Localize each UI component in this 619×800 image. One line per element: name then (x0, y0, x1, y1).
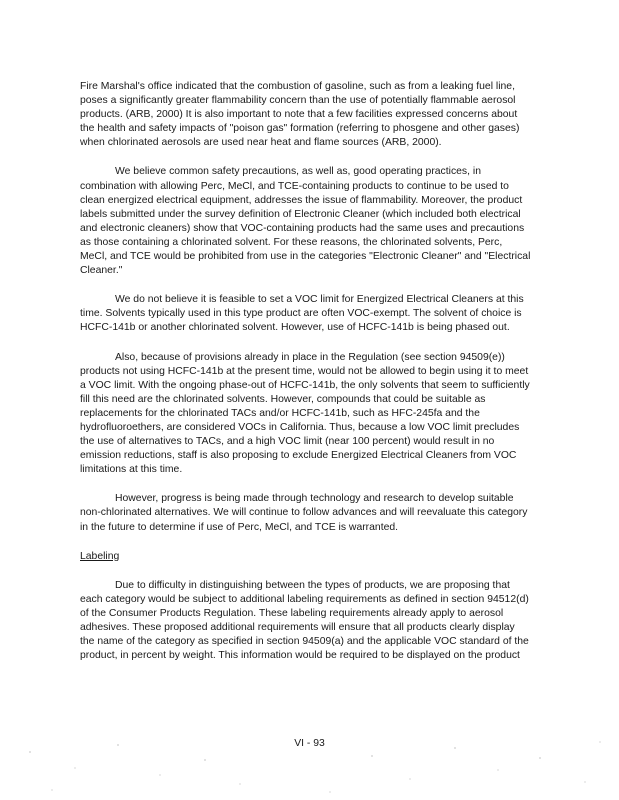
paragraph-regulation-provisions: Also, because of provisions already in place in the Regulation (see section 94509(e)) products not using HCFC-141b at the present time, would not be allowed to begin using it to meet a VOC limit. With the ongoing phase-out of HCFC-141b, the only solvents that seem to sufficiently fill this need are the chlorinated solvents. However, compounds that could be suitable as replacements for the chlorinated TACs and/or HCFC-141b, such as HFC-245fa and the hydrofluoroethers, are considered VOCs in California. Thus, because a low VOC limit precludes the use of alternatives to TACs, and a high VOC limit (near 100 percent) would result in no emission reductions, staff is also proposing to exclude Energized Electrical Cleaners from VOC limitations at this time. (80, 351, 530, 476)
page-number: VI - 93 (294, 738, 325, 749)
paragraph-fire-marshal: Fire Marshal's office indicated that the combustion of gasoline, such as from a leaking fuel line, poses a significantly greater flammability concern than the use of potentially flammable aerosol products. (ARB, 2000) It is also important to note that a few facilities expressed concerns about the health and safety impacts of "poison gas" formation (referring to phosgene and other gases) when chlorinated aerosols are used near heat and flame sources (ARB, 2000). (80, 81, 520, 149)
paragraph-voc-limit: We do not believe it is feasible to set a VOC limit for Energized Electrical Cleaners at this time. Solvents typically used in this type product are often VOC-exempt. The solvent of choice is HCFC-141b or another chlorinated solvent. However, use of HCFC-141b is being phased out. (80, 294, 524, 334)
paragraph-labeling: Due to difficulty in distinguishing between the types of products, we are proposing that each category would be subject to additional labeling requirements as defined in section 94512(d) of the Consumer Products Regulation. These labeling requirements already apply to aerosol adhesives. These proposed additional requirements will ensure that all products clearly display the name of the category as specified in section 94509(a) and the applicable VOC standard of the product, in percent by weight. This information would be required to be displayed on the product (80, 579, 529, 662)
paragraph-progress: However, progress is being made through technology and research to develop suitable non-chlorinated alternatives. We will continue to follow advances and will reevaluate this category in the future to determine if use of Perc, MeCl, and TCE is warranted. (80, 493, 528, 533)
paragraph-safety-precautions: We believe common safety precautions, as well as, good operating practices, in combination with allowing Perc, MeCl, and TCE-containing products to continue to be used to clean energized electrical equipment, addresses the issue of flammability. Moreover, the product labels submitted under the survey definition of Electronic Cleaner (which included both electrical and electronic cleaners) show that VOC-containing products had the same uses and precautions as those containing a chlorinated solvent. For these reasons, the chlorinated solvents, Perc, MeCl, and TCE would be prohibited from use in the categories "Electronic Cleaner" and "Electrical Cleaner." (80, 166, 531, 277)
section-heading-labeling: Labeling (80, 550, 120, 562)
